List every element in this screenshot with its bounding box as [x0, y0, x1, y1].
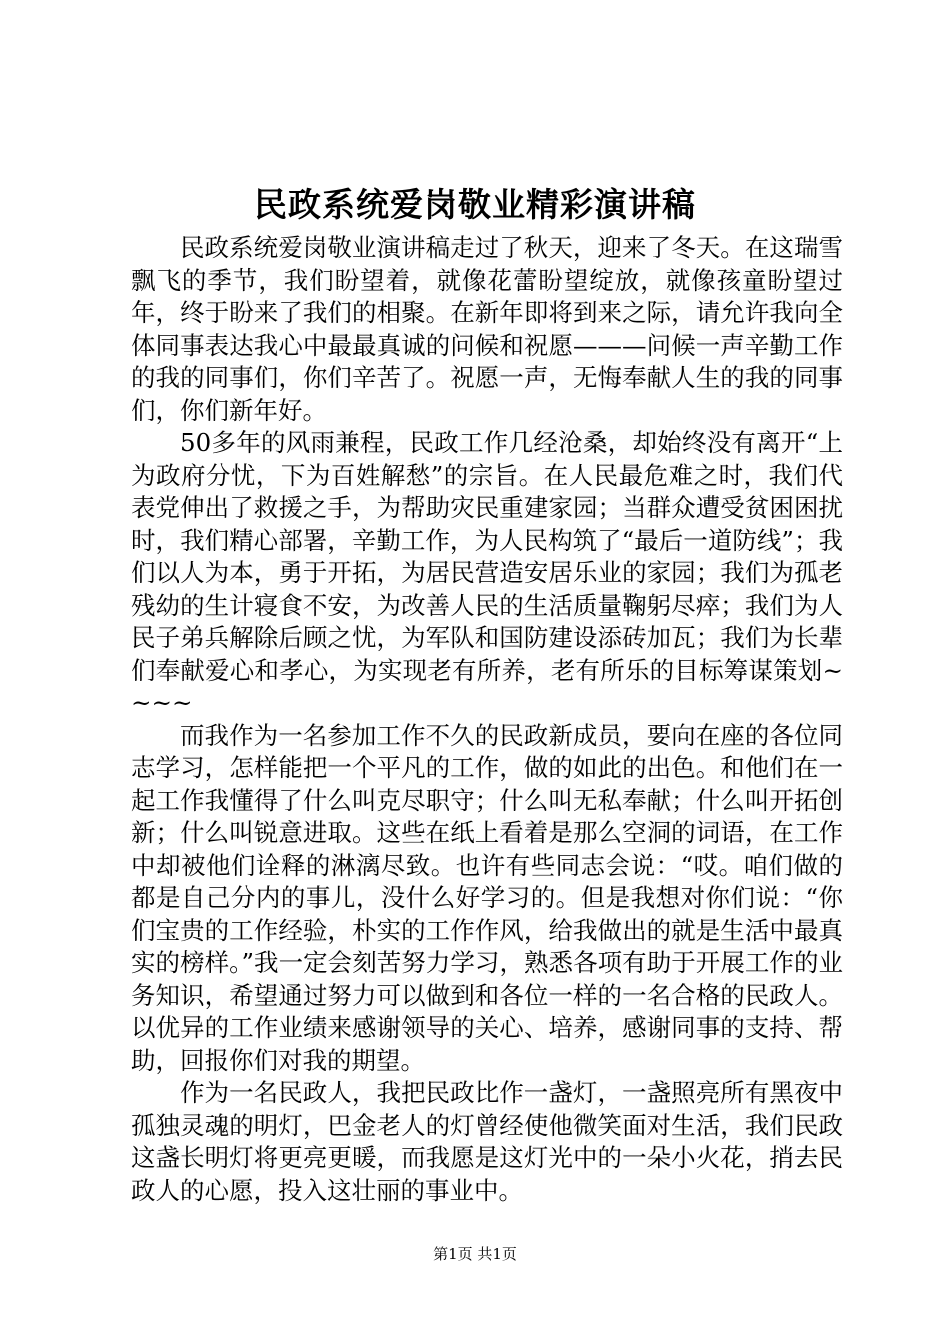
paragraph-2: 50多年的风雨兼程，民政工作几经沧桑，却始终没有离开“上为政府分忧，下为百姓解愁”的宗旨。在人民最危难之时，我们代表党伸出了救援之手，为帮助灾民重建家园；当群众遭受贫困困扰时，我们精心部署，辛勤工作，为人民构筑了“最后一道防线”；我们以人为本，勇于开拓，为居民营造安居乐业的家园；我们为孤老残幼的生计寝食不安，为改善人民的生活质量鞠躬尽瘁；我们为人民子弟兵解除后顾之忧，为军队和国防建设添砖加瓦；我们为长辈们奉献爱心和孝心，为实现老有所养，老有所乐的目标筹谋策划~~~~ [131, 428, 843, 717]
paragraph-3: 而我作为一名参加工作不久的民政新成员，要向在座的各位同志学习，怎样能把一个平凡的工作，做的如此的出色。和他们在一起工作我懂得了什么叫克尽职守；什么叫无私奉献；什么叫开拓创新；什么叫锐意进取。这些在纸上看着是那么空洞的词语，在工作中却被他们诠释的淋漓尽致。也许有些同志会说：“哎。咱们做的都是自己分内的事儿，没什么好学习的。但是我想对你们说：“你们宝贵的工作经验，朴实的工作作风，给我做出的就是生活中最真实的榜样。”我一定会刻苦努力学习，熟悉各项有助于开展工作的业务知识，希望通过努力可以做到和各位一样的一名合格的民政人。以优异的工作业绩来感谢领导的关心、培养，感谢同事的支持、帮助，回报你们对我的期望。 [131, 720, 843, 1075]
document-body [131, 232, 843, 1207]
paragraph-4: 作为一名民政人，我把民政比作一盏灯，一盏照亮所有黑夜中孤独灵魂的明灯，巴金老人的灯曾经使他微笑面对生活，我们民政这盏长明灯将更亮更暖，而我愿是这灯光中的一朵小火花，捎去民政人的心愿，投入这壮丽的事业中。 [131, 1078, 843, 1205]
paragraph-1: 民政系统爱岗敬业演讲稿走过了秋天，迎来了冬天。在这瑞雪飘飞的季节，我们盼望着，就像花蕾盼望绽放，就像孩童盼望过年，终于盼来了我们的相聚。在新年即将到来之际，请允许我向全体同事表达我心中最最真诚的问候和祝愿———问候一声辛勤工作的我的同事们，你们辛苦了。祝愿一声，无悔奉献人生的我的同事们，你们新年好。 [131, 233, 843, 425]
document-title: 民政系统爱岗敬业精彩演讲稿 [254, 185, 696, 224]
page-number-label: 第1页 共1页 [433, 1245, 517, 1263]
page-footer [0, 1244, 950, 1264]
